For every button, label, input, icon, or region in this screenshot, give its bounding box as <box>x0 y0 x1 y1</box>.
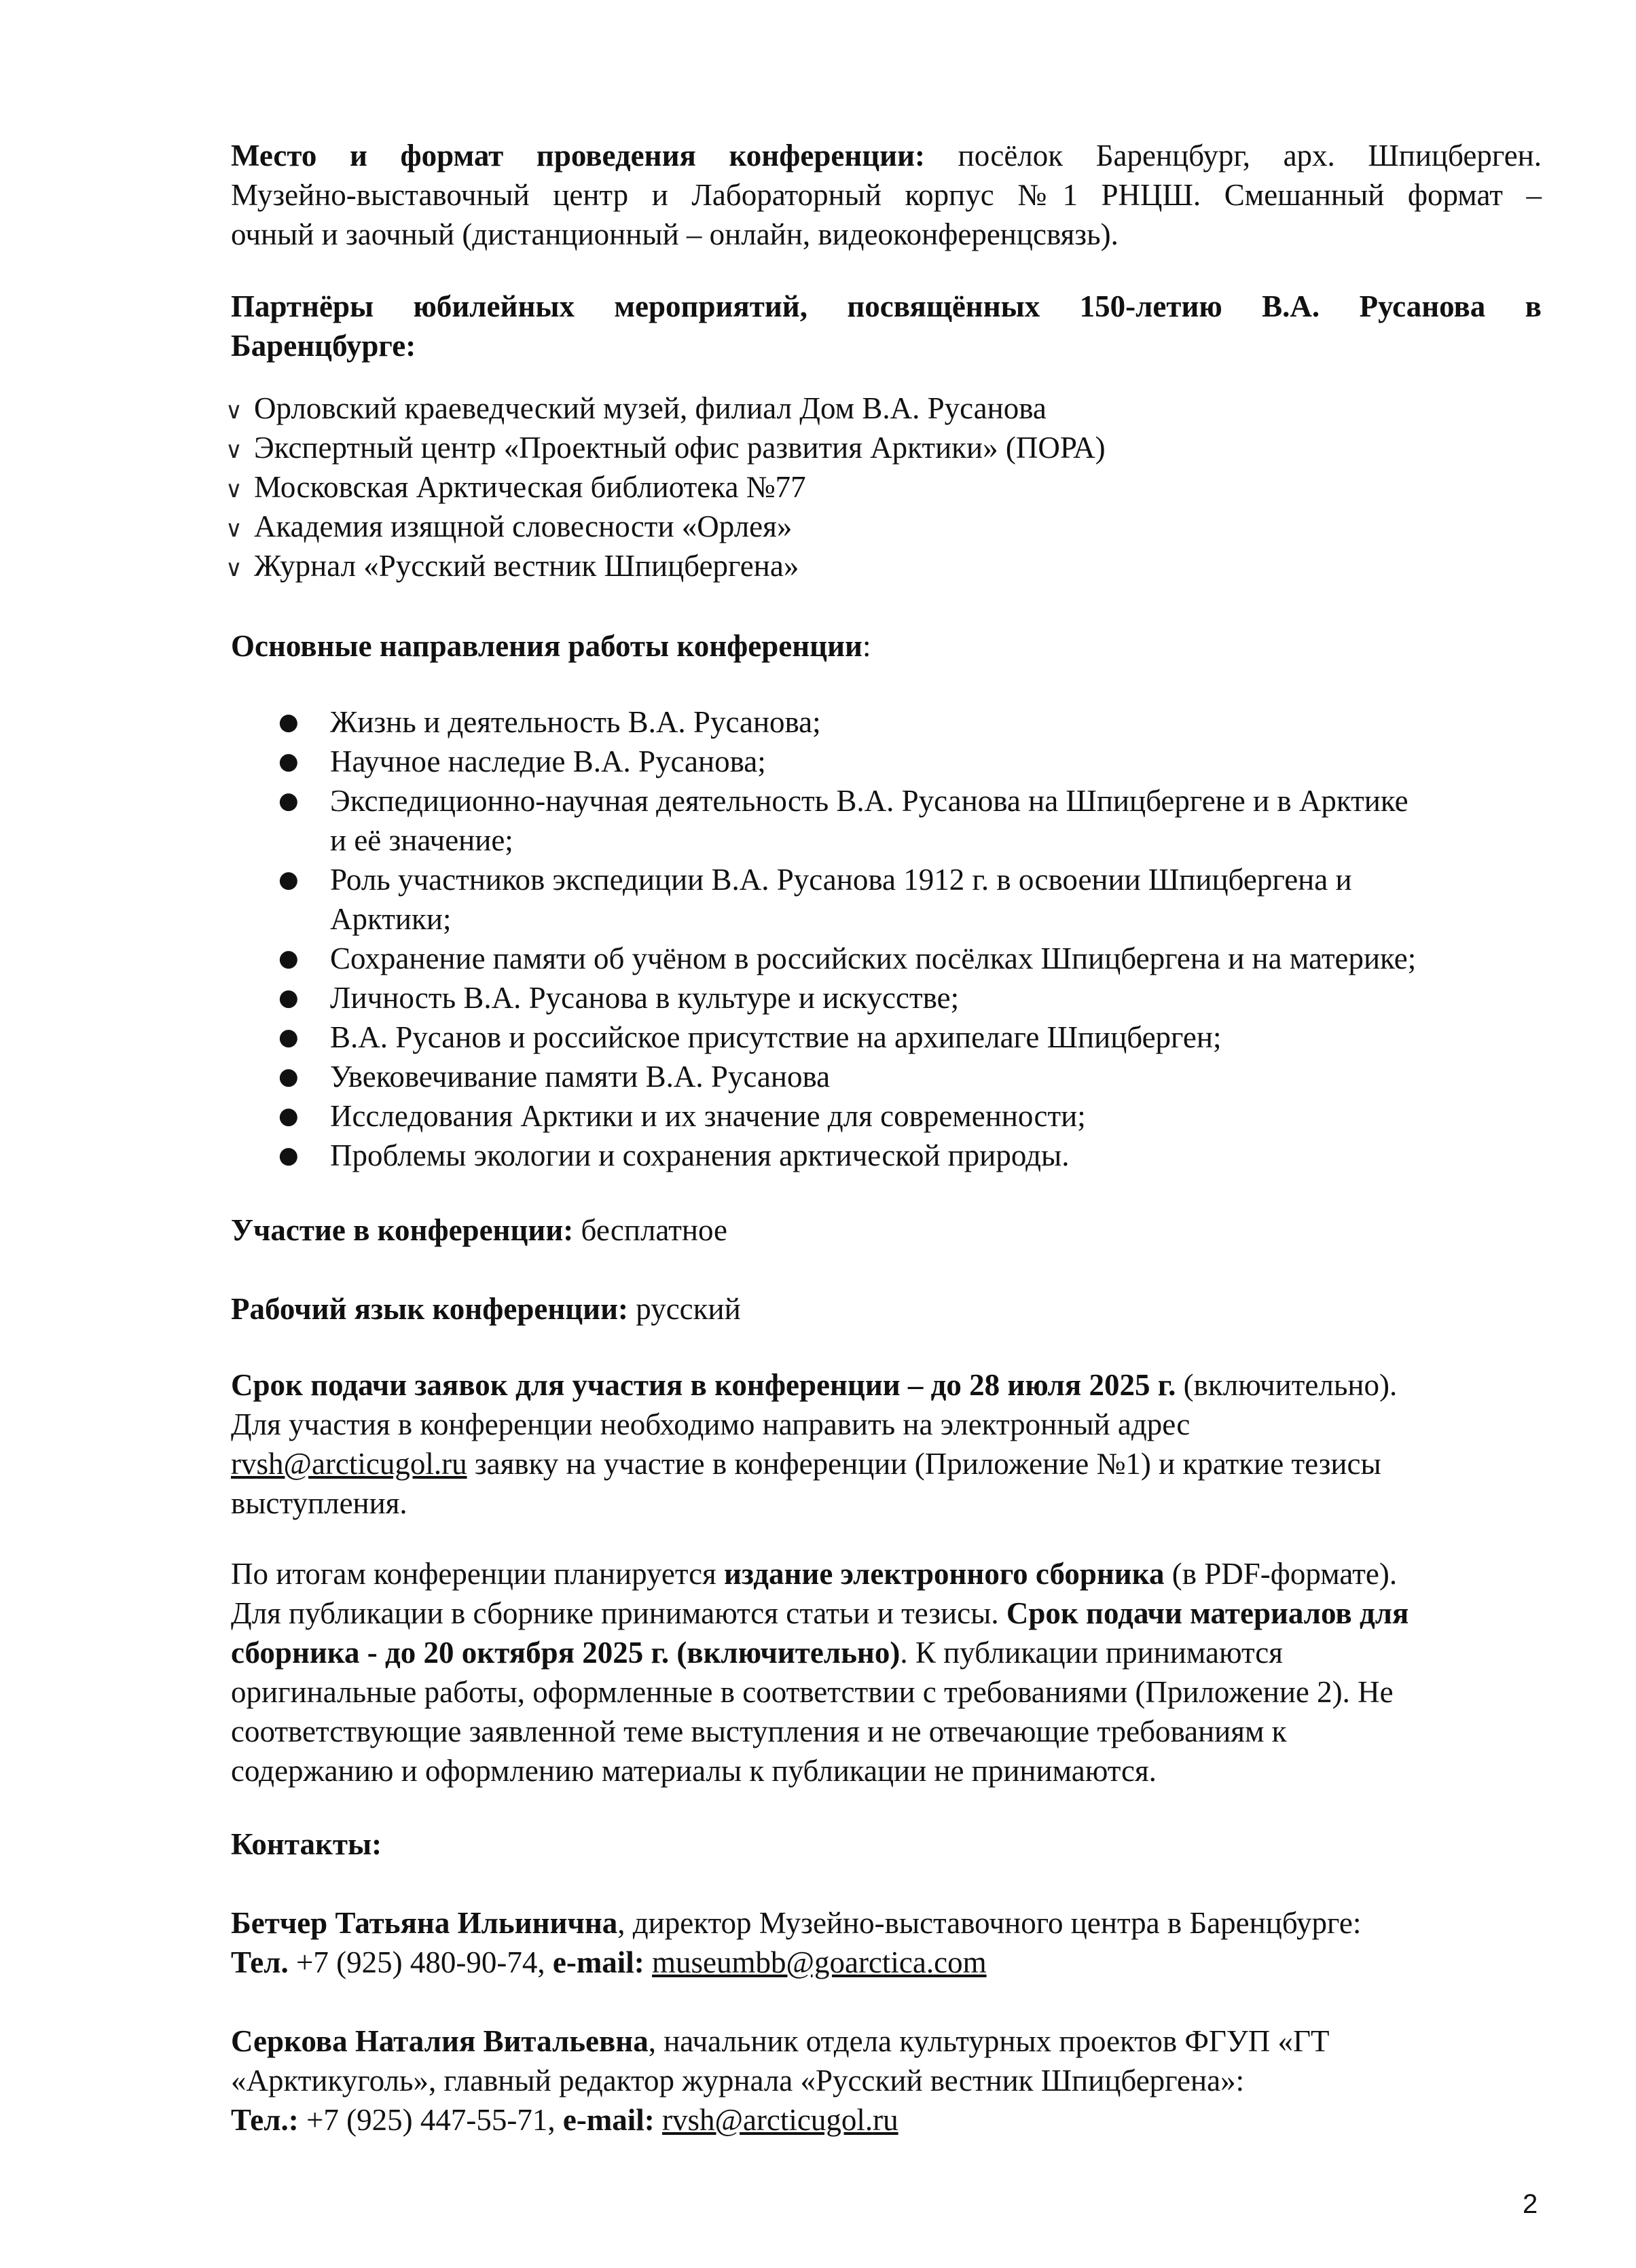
deadline-paragraph: Срок подачи заявок для участия в конференции – до 28 июля 2025 г. (включительно). Для участия в конференции необходимо направить на электронный адрес rvsh@arcticugol.ru заявку на участие в конференции (Приложение №1) и краткие тезисы выступления. <box>231 1368 1398 1520</box>
bullet-icon: ● <box>278 787 299 814</box>
venue-text-3: очный и заочный (дистанционный – онлайн, видеоконференцсвязь). <box>231 217 1119 251</box>
contact2-email-link[interactable]: rvsh@arcticugol.ru <box>662 2103 898 2137</box>
direction-item: ● Проблемы экологии и сохранения арктической природы. <box>278 1136 1542 1175</box>
direction-item: ● Экспедиционно-научная деятельность В.А. Русанова на Шпицбергене и в Арктике и её значение; <box>278 781 1542 860</box>
participation-value: бесплатное <box>573 1213 728 1247</box>
directions-heading: Основные направления работы конференции: <box>231 629 871 663</box>
bullet-icon: ● <box>278 748 299 775</box>
checkmark-icon: ∨ <box>225 476 242 503</box>
partner-item: ∨ Московская Арктическая библиотека №77 <box>225 467 1516 507</box>
venue-text-2: Музейно-выставочный центр и Лабораторный корпус №1 РНЦШ. Смешанный формат – <box>231 178 1542 212</box>
direction-item: ● Личность В.А. Русанова в культуре и искусстве; <box>278 978 1542 1018</box>
venue-text-1: посёлок Баренцбург, арх. Шпицберген. <box>925 139 1542 173</box>
contact-serkova: Серкова Наталия Витальевна, начальник отдела культурных проектов ФГУП «ГТ «Арктикуголь», главный редактор журнала «Русский вестник Шпицбергена»: Тел.: +7 (925) 447-55-71, e-mail: rvsh@arcticugol.ru <box>231 2024 1330 2137</box>
page-number: 2 <box>1523 2189 1538 2219</box>
bullet-icon: ● <box>278 945 299 972</box>
direction-item: ● Научное наследие В.А. Русанова; <box>278 742 1542 781</box>
venue-label: Место и формат проведения конференции: <box>231 139 926 173</box>
partner-item: ∨ Академия изящной словесности «Орлея» <box>225 507 1516 546</box>
direction-item: ● Жизнь и деятельность В.А. Русанова; <box>278 702 1542 742</box>
direction-item: ● Роль участников экспедиции В.А. Русанова 1912 г. в освоении Шпицбергена и Арктики; <box>278 860 1542 939</box>
partner-item: ∨ Орловский краеведческий музей, филиал Дом В.А. Русанова <box>225 389 1516 428</box>
direction-item: ● В.А. Русанов и российское присутствие на архипелаге Шпицберген; <box>278 1018 1542 1057</box>
bullet-icon: ● <box>278 984 299 1011</box>
participation-line <box>231 1210 1542 1250</box>
contact2-name: Серкова Наталия Витальевна <box>231 2024 649 2058</box>
checkmark-icon: ∨ <box>225 397 242 425</box>
contact1-email-link[interactable]: museumbb@goarctica.com <box>652 1945 987 1979</box>
deadline-bold: Срок подачи заявок для участия в конференции – до 28 июля 2025 г. <box>231 1368 1176 1402</box>
language-value: русский <box>628 1292 741 1326</box>
venue-paragraph <box>231 136 1542 254</box>
checkmark-icon: ∨ <box>225 516 242 543</box>
partners-heading-line1: Партнёры юбилейных мероприятий, посвящённых 150-летию В.А. Русанова в <box>231 289 1542 323</box>
bullet-icon: ● <box>278 1063 299 1090</box>
direction-item: ● Исследования Арктики и их значение для современности; <box>278 1096 1542 1136</box>
partner-item: ∨ Экспертный центр «Проектный офис развития Арктики» (ПОРА) <box>225 428 1516 467</box>
bullet-icon: ● <box>278 1142 299 1169</box>
language-line <box>231 1289 1542 1329</box>
deadline-email-link[interactable]: rvsh@arcticugol.ru <box>231 1447 467 1481</box>
language-label: Рабочий язык конференции: <box>231 1292 629 1326</box>
partner-item: ∨ Журнал «Русский вестник Шпицбергена» <box>225 546 1516 586</box>
partners-heading <box>231 287 1542 365</box>
publication-paragraph: По итогам конференции планируется издание электронного сборника (в PDF-формате). Для публикации в сборнике принимаются статьи и тезисы. Срок подачи материалов для сборника - до 20 октября 2025 г. (включительно). К публикации принимаются оригинальные работы, оформленные в соответствии с требованиями (Приложение 2). Не соответствующие заявленной теме выступления и не отвечающие требованиям к содержанию и оформлению материалы к публикации не принимаются. <box>231 1557 1409 1788</box>
bullet-icon: ● <box>278 866 299 893</box>
directions-list <box>278 702 1542 1175</box>
direction-item: ● Увековечивание памяти В.А. Русанова <box>278 1057 1542 1096</box>
bullet-icon: ● <box>278 708 299 736</box>
direction-item: ● Сохранение памяти об учёном в российских посёлках Шпицбергена и на материке; <box>278 939 1542 978</box>
participation-label: Участие в конференции: <box>231 1213 574 1247</box>
partners-heading-line2: Баренцбурге: <box>231 329 416 363</box>
checkmark-icon: ∨ <box>225 555 242 582</box>
contact-betcher: Бетчер Татьяна Ильинична, директор Музейно-выставочного центра в Баренцбурге: Тел. +7 (925) 480-90-74, e-mail: museumbb@goarctica.com <box>231 1906 1362 1979</box>
contacts-heading: Контакты: <box>231 1827 382 1861</box>
contact1-name: Бетчер Татьяна Ильинична <box>231 1906 618 1940</box>
partners-list <box>225 389 1516 586</box>
bullet-icon: ● <box>278 1102 299 1130</box>
bullet-icon: ● <box>278 1024 299 1051</box>
checkmark-icon: ∨ <box>225 437 242 464</box>
